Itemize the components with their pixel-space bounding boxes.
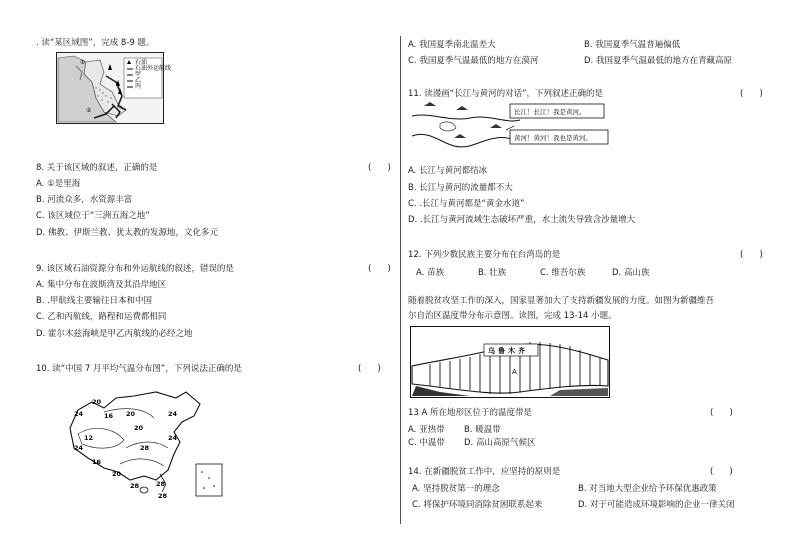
q9-option-d: D. 霍尔木兹海峡是甲乙丙航线的必经之地 <box>36 329 193 339</box>
q9-option-c: C. 乙和丙航线，路程和运费都相同 <box>36 312 167 322</box>
q10-answer-paren: ( ) <box>358 364 381 374</box>
isotherm-label: 20 <box>112 470 122 478</box>
q11-stem: 11. 读漫画“长江与黄河的对话”，下列叙述正确的是 <box>408 89 604 99</box>
speech-bubble-2: 黄河！黄河！我也是黄河。 <box>514 134 592 142</box>
q13-option-b: B. 暖温带 <box>464 425 501 435</box>
legend-route: 石油外运航线 <box>135 65 172 72</box>
urumqi-label: 乌鲁木齐 <box>488 347 528 355</box>
china-july-temperature-map <box>64 388 228 500</box>
isotherm-label: 20 <box>126 410 136 418</box>
isotherm-label: 24 <box>74 444 84 452</box>
q10-stem: 10. 读“中国 7 月平均气温分布图”，下列说法正确的是 <box>36 364 242 374</box>
q14-option-b: B. 对当地大型企业给予环保优惠政策 <box>578 484 717 494</box>
q13-option-a: A. 亚热带 <box>408 425 445 435</box>
q10-option-a: A. 我国夏季南北温差大 <box>408 40 496 50</box>
q9-answer-paren: ( ) <box>368 264 391 274</box>
isotherm-label: 24 <box>168 410 178 418</box>
rivers-dialogue-cartoon <box>410 100 622 158</box>
q12-stem: 12. 下列少数民族主要分布在台湾岛的是 <box>408 250 561 260</box>
q11-option-a: A. 长江与黄河都结冰 <box>408 166 488 176</box>
q13-option-c: C. 中温带 <box>408 438 445 448</box>
q9-option-a: A. 集中分布在波斯湾及其沿岸地区 <box>36 280 167 290</box>
passage-line-1: 随着脱贫攻坚工作的深入，国家显著加大了支持新疆发展的力度。如图为新疆维吾 <box>408 296 715 306</box>
q8-option-c: C. 该区域位于“三洲五海之地” <box>36 211 150 221</box>
q9-stem: 9. 该区域石油资源分布和外运航线的叙述，错误的是 <box>36 264 234 274</box>
legend-route-c: 丙 <box>135 83 142 90</box>
q14-stem: 14. 在新疆脱贫工作中，应坚持的原则是 <box>408 467 561 477</box>
q13-stem: 13 A 所在地形区位于的温度带是 <box>408 408 533 418</box>
q8-option-a: A. ①是里海 <box>36 179 81 189</box>
isotherm-label: 16 <box>104 412 114 420</box>
q9-option-b: B. .甲航线主要输往日本和中国 <box>36 296 152 306</box>
q12-option-d: D. 高山族 <box>612 268 650 278</box>
q12-option-b: B. 壮族 <box>478 268 507 278</box>
legend-route-a: 甲 <box>135 71 142 78</box>
map-label-2: ② <box>86 107 92 114</box>
q8-stem: 8. 关于该区域的叙述，正确的是 <box>36 163 158 173</box>
speech-bubble-1: 长江！长江！我是黄河。 <box>514 108 586 116</box>
q11-option-b: B. 长江与黄河的流量都不大 <box>408 183 513 193</box>
xinjiang-temperature-zone-map <box>410 326 610 398</box>
q14-option-a: A. 坚持脱贫第一的理念 <box>412 484 500 494</box>
isotherm-label: 28 <box>156 480 166 488</box>
legend-oil: 石油 <box>135 59 148 66</box>
isotherm-label: 12 <box>84 434 94 442</box>
q8-option-d: D. 佛教、伊斯兰教、犹太教的发源地，文化多元 <box>36 228 218 238</box>
q10-option-b: B. 我国夏季气温普遍偏低 <box>584 40 681 50</box>
legend-route-b: 乙 <box>135 77 142 84</box>
q13-option-d: D. 高山高原气候区 <box>464 438 536 448</box>
q14-option-c: C. 将保护环境同消除贫困联系起来 <box>412 500 543 510</box>
isotherm-label: 20 <box>134 424 144 432</box>
middle-east-map <box>56 52 172 124</box>
isotherm-label: 28 <box>130 482 140 490</box>
q10-option-d: D. 我国夏季气温最低的地方在青藏高原 <box>584 56 732 66</box>
q11-option-c: C. .长江与黄河都是“黄金水道” <box>408 199 525 209</box>
column-divider <box>400 36 401 524</box>
isotherm-label: 28 <box>140 444 150 452</box>
q10-option-c: C. 我国夏季气温最低的地方在漠河 <box>408 56 539 66</box>
q8-option-b: B. 河流众多，水资源丰富 <box>36 195 133 205</box>
q11-answer-paren: ( ) <box>740 89 763 99</box>
q12-answer-paren: ( ) <box>740 250 763 260</box>
isotherm-label: 24 <box>74 410 84 418</box>
q14-option-d: D. 对于可能造成环境影响的企业一律关闭 <box>578 500 735 510</box>
q14-answer-paren: ( ) <box>710 467 733 477</box>
isotherm-label: 20 <box>92 398 102 406</box>
q11-option-d: D. .长江与黄河流域生态破坏严重，水土流失导致含沙量增大 <box>408 215 636 225</box>
point-a-label: A <box>512 368 517 376</box>
isotherm-label: 16 <box>92 458 102 466</box>
q8-answer-paren: ( ) <box>368 163 391 173</box>
passage-line-2: 尔自治区温度带分布示意图。读图，完成 13-14 小题。 <box>408 311 617 321</box>
q13-answer-paren: ( ) <box>710 408 733 418</box>
q12-option-a: A. 苗族 <box>416 268 445 278</box>
q12-option-c: C. 维吾尔族 <box>540 268 586 278</box>
map-label-1: ① <box>80 59 86 66</box>
isotherm-label: 28 <box>158 492 168 500</box>
q7-intro: . 读“某区域图”，完成 8-9 题。 <box>36 38 155 48</box>
isotherm-label: 24 <box>168 434 178 442</box>
right-column <box>402 0 794 560</box>
